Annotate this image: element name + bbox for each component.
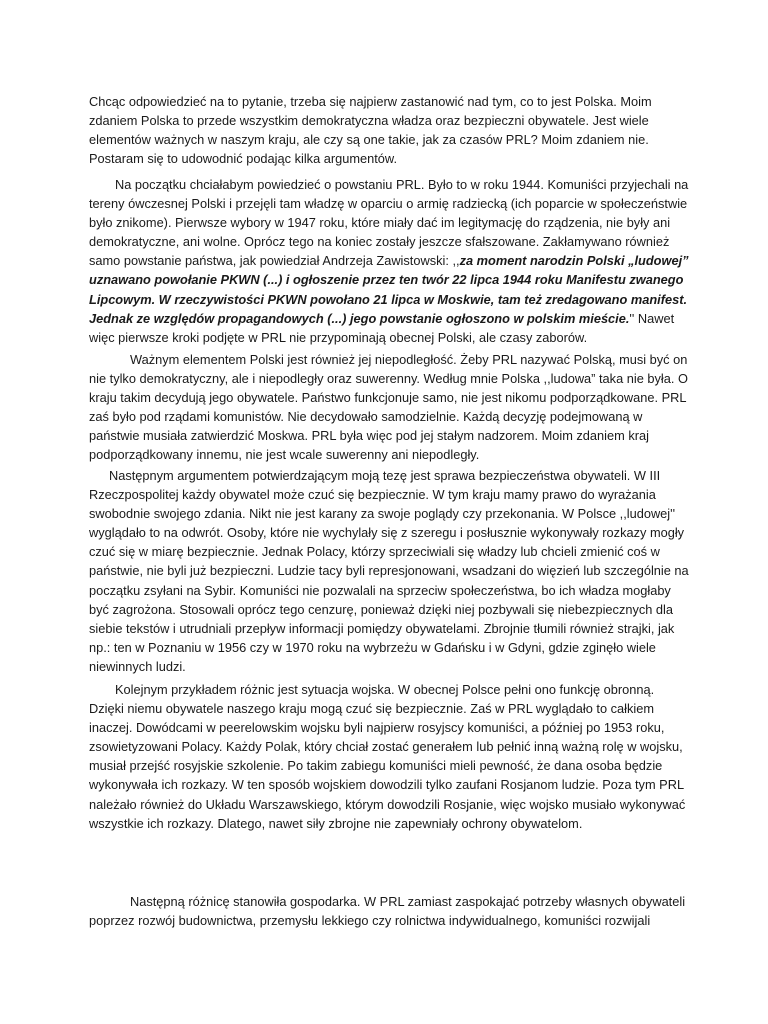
paragraph-economy: Następną różnicę stanowiła gospodarka. W PRL zamiast zaspokajać potrzeby własnych obywateli poprzez rozwój budownictwa, przemysłu lekkiego czy rolnictwa indywidualnego, komuniści rozwijali	[89, 894, 686, 929]
paragraph-military: Kolejnym przykładem różnic jest sytuacja wojska. W obecnej Polsce pełni ono funkcję obronną. Dzięki niemu obywatele naszego kraju mogą czuć się bezpiecznie. Zaś w PRL wyglądało to całkiem inaczej. Dowódcami w peerelowskim wojsku byli najpierw rosyjscy komuniści, a później po 1953 roku, zsowietyzowani Polacy. Każdy Polak, który chciał zostać generałem lub pełnić inną ważną rolę w wojsku, musiał przejść rosyjskie szkolenie. Po takim zabiegu komuniści mieli pewność, że dana osoba będzie wykonywała ich rozkazy. W ten sposób wojskiem dowodzili tylko zaufani Rosjanom ludzie. Poza tym PRL należało również do Układu Warszawskiego, którym dowodzili Rosjanie, więc wojsko musiało wykonywać wszystkie ich rozkazy. Dlatego, nawet siły zbrojne nie zapewniały ochrony obywatelom.	[89, 682, 686, 831]
paragraph-intro: Chcąc odpowiedzieć na to pytanie, trzeba się najpierw zastanowić nad tym, co to jest Polska. Moim zdaniem Polska to przede wszystkim demokratyczna władza oraz bezpieczni obywatele. Jest wiele elementów ważnych w naszym kraju, ale czy są one takie, jak za czasów PRL? Moim zdaniem nie. Postaram się to udowodnić podając kilka argumentów.	[89, 94, 652, 167]
paragraph-origins-text: Na początku chciałabym powiedzieć o powstaniu PRL. Było to w roku 1944. Komuniści przyjechali na tereny ówczesnej Polski i przejęli tam władzę w oparciu o armię radziecką (ich poparcie w społeczeństwie było znikome). Pierwsze wybory w 1947 roku, które miały dać im legitymację do rządzenia, nie były ani demokratyczne, ani wolne. Oprócz tego na koniec zostały jeszcze sfałszowane. Zakłamywano również samo powstanie państwa, jak powiedział Andrzeja Zawistowski: ,,	[89, 177, 689, 269]
paragraph-security: Następnym argumentem potwierdzającym moją tezę jest sprawa bezpieczeństwa obywateli. W III Rzeczpospolitej każdy obywatel może czuć się bezpiecznie. W tym kraju mamy prawo do wyrażania swobodnie swojego zdania. Nikt nie jest karany za swoje poglądy czy przekonania. W Polsce ,,ludowej'' wyglądało to na odwrót. Osoby, które nie wychylały się z szeregu i posłusznie wykonywały rozkazy mogły czuć się w miarę bezpiecznie. Jednak Polacy, którzy sprzeciwiali się władzy lub chcieli zmienić coś w państwie, nie byli już bezpieczni. Ludzie tacy byli represjonowani, wsadzani do więzień lub szczególnie na początku zsyłani na Sybir. Komuniści nie pozwalali na sprzeciw społeczeństwa, bo ich władza mogłaby być zagrożona. Stosowali oprócz tego cenzurę, ponieważ dzięki niej pozbywali się niebezpiecznych dla siebie tekstów i utrudniali przepływ informacji pomiędzy obywatelami. Zbrojnie tłumili również strajki, jak np.: ten w Poznaniu w 1956 czy w 1970 roku na wybrzeżu w Gdańsku i w Gdyni, gdzie zginęło wiele niewinnych ludzi.	[89, 468, 689, 674]
paragraph-origins	[89, 175, 689, 347]
paragraph-independence: Ważnym elementem Polski jest również jej niepodległość. Żeby PRL nazywać Polską, musi być on nie tylko demokratyczny, ale i niepodległy oraz suwerenny. Według mnie Polska ,,ludowa” taka nie była. O kraju takim decydują jego obywatele. Państwo funkcjonuje samo, nie jest nikomu podporządkowane. PRL zaś było pod rządami komunistów. Nie decydowało samodzielnie. Każdą decyzję podejmowaną w państwie musiała zatwierdzić Moskwa. PRL była więc pod jej stałym nadzorem. Moim zdaniem kraj podporządkowany innemu, nie jest wcale suwerenny ani niepodległy.	[89, 352, 688, 463]
zawistowski-quote: za moment narodzin Polski „ludowej” uznawano powołanie PKWN (...) i ogłoszenie przez ten twór 22 lipca 1944 roku Manifestu zwanego Lipcowym. W rzeczywistości PKWN powołano 21 lipca w Moskwie, tam też zredagowano manifest. Jednak ze względów propagandowych (...) jego powstanie ogłoszono w polskim mieście.	[89, 253, 689, 326]
paragraph-origins-conclusion: '' Nawet więc pierwsze kroki podjęte w PRL nie przypominają obecnej Polski, ale czasy zaborów.	[89, 310, 675, 345]
